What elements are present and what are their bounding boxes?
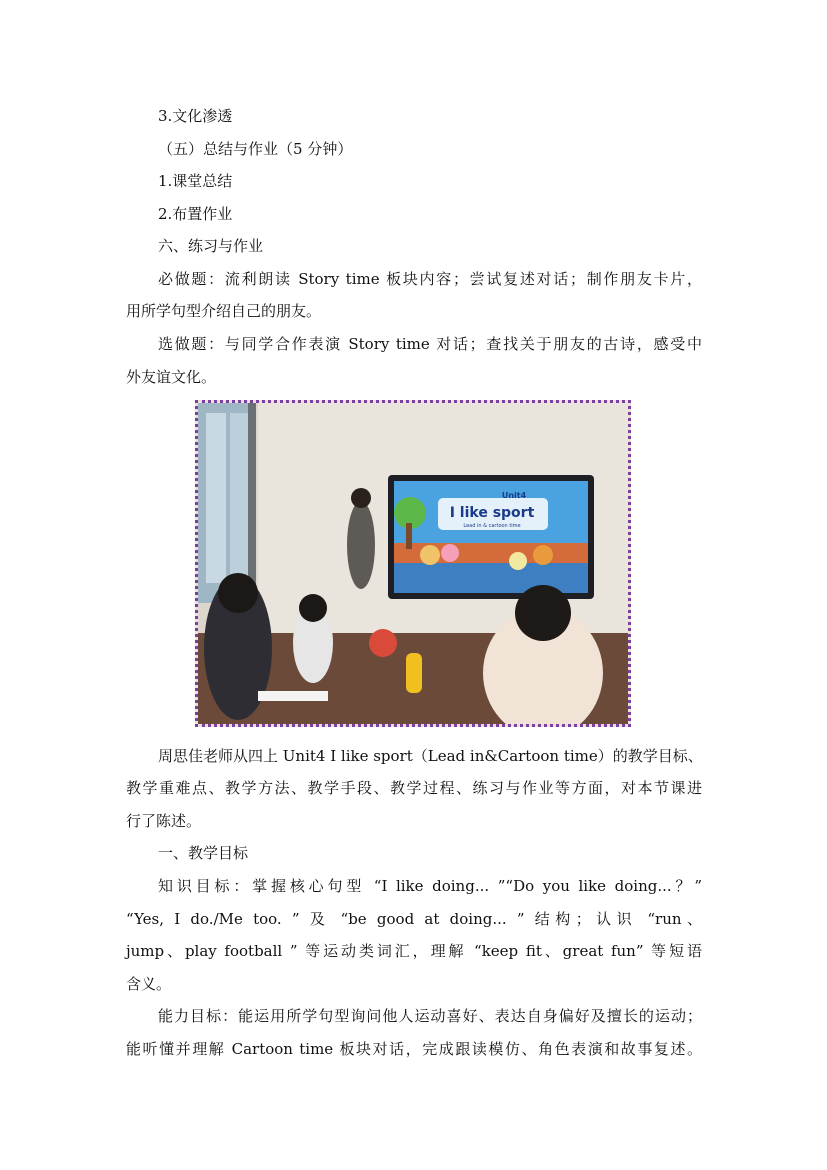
svg-text:I like sport: I like sport <box>449 505 535 521</box>
ability-goal-line2: 能听懂并理解 Cartoon time 板块对话，完成跟读模仿、角色表演和故事复述。 <box>126 1040 702 1058</box>
optional-task-line1: 选做题：与同学合作表演 Story time 对话；查找关于朋友的古诗，感受中 <box>158 335 702 353</box>
svg-text:Unit4: Unit4 <box>501 491 527 500</box>
item-homework: 2.布置作业 <box>158 205 233 223</box>
heading-practice: 六、练习与作业 <box>158 237 264 255</box>
classroom-photo-image <box>198 403 628 724</box>
knowledge-goal-line2: “Yes, I do./Me too. ” 及 “be good at doing... ” 结构；认识 “run、 <box>126 910 702 928</box>
classroom-photo <box>195 400 631 727</box>
optional-task-line2: 外友谊文化。 <box>126 368 217 386</box>
required-task-line1: 必做题：流利朗读 Story time 板块内容；尝试复述对话；制作朋友卡片， <box>158 270 702 288</box>
heading-teaching-goals: 一、教学目标 <box>158 844 249 862</box>
item-class-summary: 1.课堂总结 <box>158 172 233 190</box>
required-task-line2: 用所学句型介绍自己的朋友。 <box>126 302 322 320</box>
knowledge-goal-line4: 含义。 <box>126 975 172 993</box>
heading-culture: 3.文化渗透 <box>158 107 233 125</box>
svg-text:Lead in & cartoon time: Lead in & cartoon time <box>463 523 521 529</box>
knowledge-goal-line3: jump、play football ” 等运动类词汇，理解 “keep fit、great fun” 等短语 <box>126 942 702 960</box>
knowledge-goal-line1: 知识目标：掌握核心句型 “I like doing... ”“Do you like doing...？” <box>158 877 702 895</box>
intro-line1: 周思佳老师从四上 Unit4 I like sport（Lead in&Cartoon time）的教学目标、 <box>158 747 703 765</box>
intro-line3: 行了陈述。 <box>126 812 202 830</box>
ability-goal-line1: 能力目标：能运用所学句型询问他人运动喜好、表达自身偏好及擅长的运动； <box>158 1007 702 1025</box>
heading-summary: （五）总结与作业（5 分钟） <box>158 140 353 158</box>
intro-line2: 教学重难点、教学方法、教学手段、教学过程、练习与作业等方面，对本节课进 <box>126 779 702 797</box>
